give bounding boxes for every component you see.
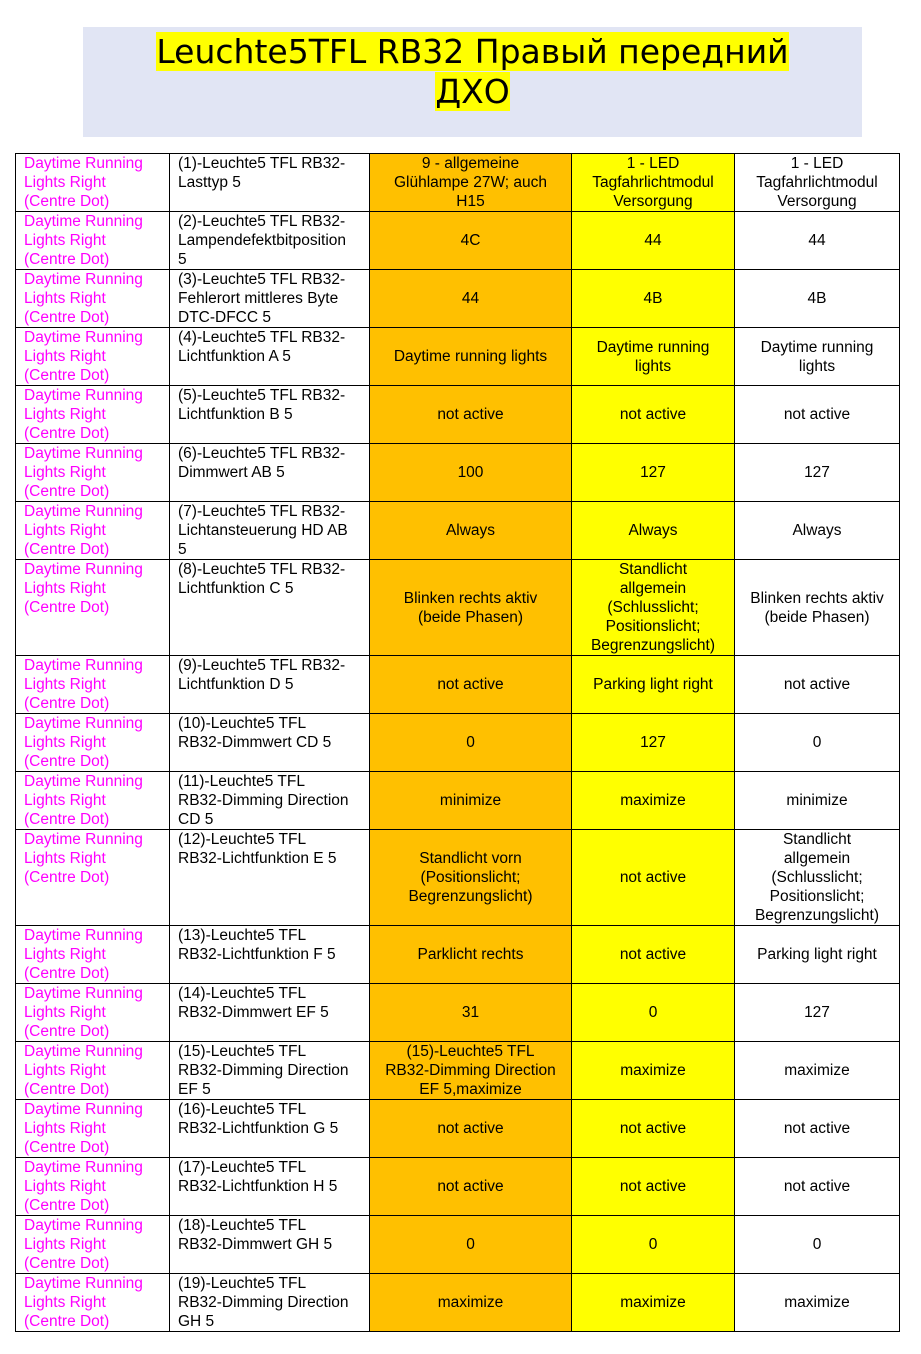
light-label-cell-text: Daytime Running Lights Right (Centre Dot) bbox=[24, 831, 143, 886]
parameter-name-cell bbox=[170, 1274, 370, 1332]
light-label-cell bbox=[16, 154, 170, 212]
light-label-cell bbox=[16, 1216, 170, 1274]
value-cell-yellow-text: 44 bbox=[644, 232, 662, 249]
light-label-cell-text: Daytime Running Lights Right (Centre Dot) bbox=[24, 155, 143, 210]
value-cell-orange bbox=[370, 1042, 572, 1100]
value-cell-yellow-text: maximize bbox=[620, 1294, 686, 1311]
parameter-name-cell bbox=[170, 926, 370, 984]
table-row bbox=[16, 1274, 900, 1332]
parameter-name-cell-text: (6)-Leuchte5 TFL RB32- Dimmwert AB 5 bbox=[178, 445, 346, 481]
value-cell-white-text: not active bbox=[783, 1120, 851, 1137]
parameter-name-cell-text: (14)-Leuchte5 TFL RB32-Dimmwert EF 5 bbox=[178, 985, 329, 1021]
value-cell-white-text: 44 bbox=[808, 232, 826, 249]
parameter-name-cell bbox=[170, 1042, 370, 1100]
value-cell-white-text: 0 bbox=[812, 734, 822, 751]
value-cell-white bbox=[735, 328, 900, 386]
value-cell-yellow-text: Standlicht allgemein (Schlusslicht; Positionslicht; Begrenzungslicht) bbox=[590, 561, 716, 654]
value-cell-yellow-text: not active bbox=[619, 1178, 687, 1195]
table-row bbox=[16, 1158, 900, 1216]
light-label-cell bbox=[16, 328, 170, 386]
value-cell-white bbox=[735, 656, 900, 714]
value-cell-white bbox=[735, 772, 900, 830]
value-cell-white-text: not active bbox=[783, 1178, 851, 1195]
value-cell-yellow-text: maximize bbox=[620, 792, 686, 809]
value-cell-orange bbox=[370, 656, 572, 714]
light-label-cell-text: Daytime Running Lights Right (Centre Dot) bbox=[24, 503, 143, 558]
light-label-cell-text: Daytime Running Lights Right (Centre Dot) bbox=[24, 445, 143, 500]
value-cell-yellow-text: Parking light right bbox=[593, 676, 713, 693]
value-cell-orange bbox=[370, 502, 572, 560]
light-label-cell bbox=[16, 502, 170, 560]
light-label-cell bbox=[16, 714, 170, 772]
value-cell-orange-text: 44 bbox=[461, 290, 480, 307]
value-cell-orange-text: 0 bbox=[466, 1236, 475, 1253]
value-cell-white-text: maximize bbox=[784, 1062, 850, 1079]
value-cell-orange-text: maximize bbox=[437, 1294, 504, 1311]
light-label-cell bbox=[16, 984, 170, 1042]
value-cell-yellow-text: not active bbox=[619, 406, 687, 423]
value-cell-yellow bbox=[572, 1274, 735, 1332]
value-cell-white-text: 127 bbox=[804, 1004, 830, 1021]
parameter-name-cell-text: (13)-Leuchte5 TFL RB32-Lichtfunktion F 5 bbox=[178, 927, 336, 963]
value-cell-white bbox=[735, 1216, 900, 1274]
value-cell-yellow-text: 1 - LED Tagfahrlichtmodul Versorgung bbox=[592, 155, 714, 210]
value-cell-yellow bbox=[572, 212, 735, 270]
parameter-name-cell-text: (18)-Leuchte5 TFL RB32-Dimmwert GH 5 bbox=[178, 1217, 333, 1253]
table-row bbox=[16, 1100, 900, 1158]
table-row bbox=[16, 714, 900, 772]
value-cell-white bbox=[735, 926, 900, 984]
parameter-name-cell-text: (10)-Leuchte5 TFL RB32-Dimmwert CD 5 bbox=[178, 715, 332, 751]
light-label-cell-text: Daytime Running Lights Right (Centre Dot) bbox=[24, 657, 143, 712]
light-label-cell-text: Daytime Running Lights Right (Centre Dot) bbox=[24, 985, 143, 1040]
value-cell-yellow bbox=[572, 714, 735, 772]
value-cell-orange-text: not active bbox=[437, 1120, 504, 1137]
value-cell-white-text: 4B bbox=[807, 290, 827, 307]
table-row bbox=[16, 1216, 900, 1274]
page-title-line1: Leuchte5TFL RB32 Правый передний bbox=[156, 32, 789, 71]
value-cell-orange-text: not active bbox=[437, 406, 504, 423]
value-cell-yellow bbox=[572, 560, 735, 656]
parameter-name-cell-text: (12)-Leuchte5 TFL RB32-Lichtfunktion E 5 bbox=[178, 831, 337, 867]
value-cell-white bbox=[735, 444, 900, 502]
value-cell-yellow-text: 127 bbox=[640, 734, 666, 751]
light-label-cell bbox=[16, 1042, 170, 1100]
coding-table bbox=[15, 153, 900, 1332]
light-label-cell-text: Daytime Running Lights Right (Centre Dot) bbox=[24, 213, 143, 268]
value-cell-white-text: Standlicht allgemein (Schlusslicht; Positionslicht; Begrenzungslicht) bbox=[754, 831, 880, 924]
value-cell-white bbox=[735, 1158, 900, 1216]
value-cell-orange bbox=[370, 386, 572, 444]
value-cell-white bbox=[735, 502, 900, 560]
parameter-name-cell bbox=[170, 1216, 370, 1274]
parameter-name-cell-text: (5)-Leuchte5 TFL RB32- Lichtfunktion B 5 bbox=[178, 387, 346, 423]
table-row bbox=[16, 444, 900, 502]
page-title bbox=[83, 32, 862, 72]
value-cell-yellow bbox=[572, 772, 735, 830]
value-cell-orange bbox=[370, 154, 572, 212]
table-row bbox=[16, 270, 900, 328]
parameter-name-cell bbox=[170, 656, 370, 714]
value-cell-orange-text: 4C bbox=[460, 232, 481, 249]
title-banner bbox=[83, 27, 862, 137]
light-label-cell-text: Daytime Running Lights Right (Centre Dot) bbox=[24, 1043, 143, 1098]
value-cell-white-text: not active bbox=[783, 406, 851, 423]
parameter-name-cell bbox=[170, 212, 370, 270]
value-cell-yellow bbox=[572, 328, 735, 386]
value-cell-yellow-text: 4B bbox=[643, 290, 663, 307]
parameter-name-cell bbox=[170, 386, 370, 444]
value-cell-orange-text: 9 - allgemeine Glühlampe 27W; auch H15 bbox=[393, 155, 548, 210]
value-cell-white bbox=[735, 1100, 900, 1158]
parameter-name-cell bbox=[170, 270, 370, 328]
light-label-cell bbox=[16, 212, 170, 270]
value-cell-yellow-text: 0 bbox=[648, 1236, 658, 1253]
value-cell-yellow-text: 0 bbox=[648, 1004, 658, 1021]
light-label-cell bbox=[16, 1100, 170, 1158]
value-cell-orange-text: minimize bbox=[439, 792, 502, 809]
light-label-cell-text: Daytime Running Lights Right (Centre Dot) bbox=[24, 1101, 143, 1156]
light-label-cell bbox=[16, 270, 170, 328]
table-row bbox=[16, 212, 900, 270]
value-cell-white bbox=[735, 1042, 900, 1100]
parameter-name-cell bbox=[170, 830, 370, 926]
table-row bbox=[16, 830, 900, 926]
value-cell-orange-text: Blinken rechts aktiv (beide Phasen) bbox=[403, 589, 538, 626]
value-cell-orange bbox=[370, 772, 572, 830]
parameter-name-cell bbox=[170, 154, 370, 212]
value-cell-orange bbox=[370, 1216, 572, 1274]
coding-table-body bbox=[16, 154, 900, 1332]
value-cell-white-text: 1 - LED Tagfahrlichtmodul Versorgung bbox=[756, 155, 878, 210]
value-cell-white-text: not active bbox=[783, 676, 851, 693]
value-cell-yellow bbox=[572, 444, 735, 502]
table-row bbox=[16, 328, 900, 386]
value-cell-yellow-text: not active bbox=[619, 869, 687, 886]
table-row bbox=[16, 1042, 900, 1100]
value-cell-yellow-text: 127 bbox=[640, 464, 666, 481]
light-label-cell-text: Daytime Running Lights Right (Centre Dot) bbox=[24, 773, 143, 828]
table-row bbox=[16, 502, 900, 560]
value-cell-yellow-text: Always bbox=[628, 522, 678, 539]
value-cell-white bbox=[735, 270, 900, 328]
light-label-cell-text: Daytime Running Lights Right (Centre Dot) bbox=[24, 271, 143, 326]
parameter-name-cell bbox=[170, 1100, 370, 1158]
value-cell-orange-text: not active bbox=[437, 676, 504, 693]
value-cell-white bbox=[735, 1274, 900, 1332]
value-cell-white-text: Blinken rechts aktiv (beide Phasen) bbox=[750, 589, 884, 626]
table-row bbox=[16, 386, 900, 444]
parameter-name-cell-text: (3)-Leuchte5 TFL RB32- Fehlerort mittleres Byte DTC-DFCC 5 bbox=[178, 271, 346, 326]
table-row bbox=[16, 154, 900, 212]
value-cell-orange-text: Parklicht rechts bbox=[417, 946, 524, 963]
value-cell-yellow-text: not active bbox=[619, 1120, 687, 1137]
value-cell-orange bbox=[370, 328, 572, 386]
light-label-cell-text: Daytime Running Lights Right (Centre Dot) bbox=[24, 329, 143, 384]
value-cell-yellow bbox=[572, 926, 735, 984]
light-label-cell-text: Daytime Running Lights Right (Centre Dot) bbox=[24, 561, 143, 616]
value-cell-white-text: 127 bbox=[804, 464, 830, 481]
parameter-name-cell-text: (1)-Leuchte5 TFL RB32- Lasttyp 5 bbox=[178, 155, 346, 191]
light-label-cell bbox=[16, 386, 170, 444]
value-cell-white bbox=[735, 212, 900, 270]
value-cell-orange bbox=[370, 212, 572, 270]
value-cell-white bbox=[735, 560, 900, 656]
light-label-cell bbox=[16, 656, 170, 714]
value-cell-white-text: Always bbox=[792, 522, 842, 539]
parameter-name-cell bbox=[170, 772, 370, 830]
value-cell-yellow bbox=[572, 270, 735, 328]
parameter-name-cell bbox=[170, 984, 370, 1042]
parameter-name-cell-text: (15)-Leuchte5 TFL RB32-Dimming Direction EF 5 bbox=[178, 1043, 349, 1098]
light-label-cell-text: Daytime Running Lights Right (Centre Dot) bbox=[24, 1217, 143, 1272]
value-cell-white bbox=[735, 984, 900, 1042]
light-label-cell-text: Daytime Running Lights Right (Centre Dot) bbox=[24, 387, 143, 442]
parameter-name-cell-text: (4)-Leuchte5 TFL RB32- Lichtfunktion A 5 bbox=[178, 329, 346, 365]
parameter-name-cell-text: (7)-Leuchte5 TFL RB32- Lichtansteuerung HD AB 5 bbox=[178, 503, 348, 558]
page-title-line2: ДХО bbox=[435, 72, 510, 111]
value-cell-yellow bbox=[572, 1042, 735, 1100]
value-cell-orange bbox=[370, 270, 572, 328]
light-label-cell-text: Daytime Running Lights Right (Centre Dot) bbox=[24, 1159, 143, 1214]
value-cell-white-text: 0 bbox=[812, 1236, 822, 1253]
value-cell-orange-text: 0 bbox=[466, 734, 475, 751]
value-cell-orange bbox=[370, 984, 572, 1042]
value-cell-yellow-text: Daytime running lights bbox=[596, 338, 710, 375]
light-label-cell bbox=[16, 444, 170, 502]
value-cell-yellow bbox=[572, 1216, 735, 1274]
value-cell-white bbox=[735, 714, 900, 772]
value-cell-yellow bbox=[572, 830, 735, 926]
light-label-cell-text: Daytime Running Lights Right (Centre Dot) bbox=[24, 927, 143, 982]
light-label-cell bbox=[16, 560, 170, 656]
value-cell-white bbox=[735, 386, 900, 444]
value-cell-orange-text: 100 bbox=[457, 464, 484, 481]
value-cell-orange-text: not active bbox=[437, 1178, 504, 1195]
value-cell-white bbox=[735, 154, 900, 212]
parameter-name-cell bbox=[170, 328, 370, 386]
table-row bbox=[16, 772, 900, 830]
value-cell-orange-text: Always bbox=[445, 522, 496, 539]
value-cell-orange bbox=[370, 1100, 572, 1158]
parameter-name-cell bbox=[170, 502, 370, 560]
table-row bbox=[16, 560, 900, 656]
light-label-cell-text: Daytime Running Lights Right (Centre Dot) bbox=[24, 1275, 143, 1330]
page-title-continued bbox=[83, 72, 862, 112]
parameter-name-cell-text: (19)-Leuchte5 TFL RB32-Dimming Direction GH 5 bbox=[178, 1275, 349, 1330]
value-cell-orange bbox=[370, 560, 572, 656]
value-cell-white bbox=[735, 830, 900, 926]
parameter-name-cell-text: (16)-Leuchte5 TFL RB32-Lichtfunktion G 5 bbox=[178, 1101, 339, 1137]
value-cell-yellow bbox=[572, 984, 735, 1042]
parameter-name-cell bbox=[170, 560, 370, 656]
value-cell-yellow bbox=[572, 1100, 735, 1158]
table-row bbox=[16, 656, 900, 714]
value-cell-orange bbox=[370, 714, 572, 772]
value-cell-yellow bbox=[572, 502, 735, 560]
table-row bbox=[16, 926, 900, 984]
value-cell-orange bbox=[370, 1274, 572, 1332]
value-cell-orange-text: Daytime running lights bbox=[393, 348, 548, 365]
value-cell-yellow-text: not active bbox=[619, 946, 687, 963]
light-label-cell bbox=[16, 830, 170, 926]
parameter-name-cell bbox=[170, 1158, 370, 1216]
value-cell-yellow bbox=[572, 386, 735, 444]
light-label-cell bbox=[16, 1158, 170, 1216]
value-cell-orange bbox=[370, 830, 572, 926]
value-cell-yellow bbox=[572, 154, 735, 212]
parameter-name-cell-text: (9)-Leuchte5 TFL RB32- Lichtfunktion D 5 bbox=[178, 657, 346, 693]
light-label-cell bbox=[16, 926, 170, 984]
value-cell-yellow bbox=[572, 1158, 735, 1216]
value-cell-yellow bbox=[572, 656, 735, 714]
value-cell-white-text: Parking light right bbox=[757, 946, 877, 963]
value-cell-orange bbox=[370, 1158, 572, 1216]
parameter-name-cell-text: (8)-Leuchte5 TFL RB32- Lichtfunktion C 5 bbox=[178, 561, 346, 597]
value-cell-orange bbox=[370, 926, 572, 984]
parameter-name-cell-text: (2)-Leuchte5 TFL RB32- Lampendefektbitposition 5 bbox=[178, 213, 347, 268]
value-cell-orange bbox=[370, 444, 572, 502]
value-cell-orange-text: (15)-Leuchte5 TFL RB32-Dimming Direction EF 5,maximize bbox=[385, 1043, 556, 1098]
value-cell-white-text: maximize bbox=[784, 1294, 850, 1311]
value-cell-orange-text: 31 bbox=[461, 1004, 480, 1021]
value-cell-white-text: Daytime running lights bbox=[760, 338, 874, 375]
value-cell-orange-text: Standlicht vorn (Positionslicht; Begrenzungslicht) bbox=[408, 850, 533, 905]
light-label-cell bbox=[16, 1274, 170, 1332]
light-label-cell bbox=[16, 772, 170, 830]
parameter-name-cell-text: (17)-Leuchte5 TFL RB32-Lichtfunktion H 5 bbox=[178, 1159, 338, 1195]
parameter-name-cell-text: (11)-Leuchte5 TFL RB32-Dimming Direction CD 5 bbox=[178, 773, 349, 828]
light-label-cell-text: Daytime Running Lights Right (Centre Dot) bbox=[24, 715, 143, 770]
table-row bbox=[16, 984, 900, 1042]
parameter-name-cell bbox=[170, 444, 370, 502]
value-cell-white-text: minimize bbox=[786, 792, 848, 809]
parameter-name-cell bbox=[170, 714, 370, 772]
value-cell-yellow-text: maximize bbox=[620, 1062, 686, 1079]
